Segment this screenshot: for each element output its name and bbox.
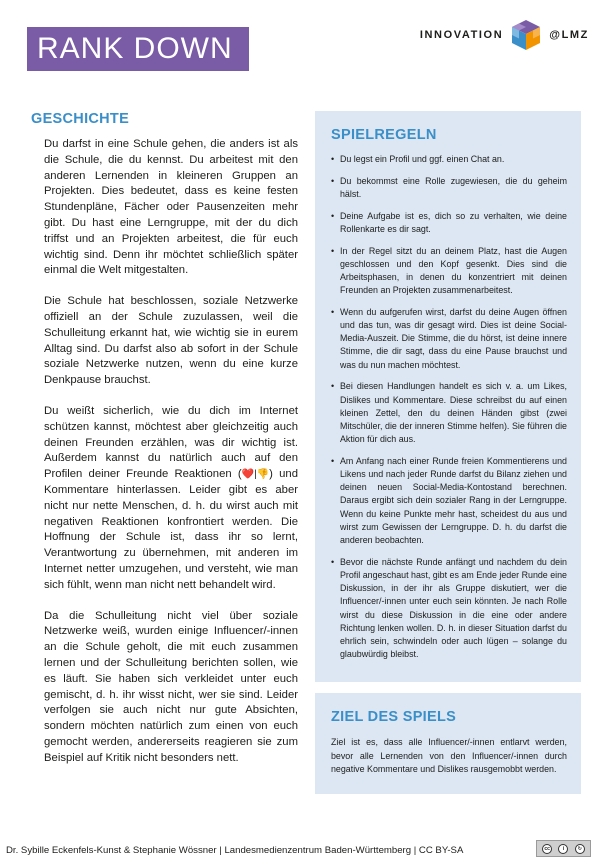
story-paragraph-3-start: Du weißt sicherlich, wie du dich im Internet schützen kannst, möchtest aber gleichzeitig auch deinen Freunden erzählen, was dir wichtig ist. Außerdem kannst du natürlich auch auf den Profilen deiner Freunde Reaktionen ( (44, 404, 298, 481)
rules-panel (315, 111, 581, 682)
story-paragraph-4: Da die Schulleitung nicht viel über soziale Netzwerke weiß, wurden einige Influencer/-innen an die Schule geholt, die mit euch zusammen lernen und der Schulleitung berichten sollen, wie es läuft. Sie haben sich verkleidet unter euch gemischt, d. h. ihr wisst nicht, wer sie sind. Leider verfolgen sie auch nicht nur gute Absichten, sondern möchten natürlich zum einen von euch gemocht werden, andererseits reagieren sie zum Beispiel auf Kritik nicht besonders nett. (44, 609, 298, 764)
rule-item: • In der Regel sitzt du an deinem Platz, hast die Augen geschlossen und den Kopf gesenkt. Dies sind die Arbeitsphasen, in denen du konzentriert mit deinen Freunden an Projekten zusammenarbeitest. (331, 245, 567, 298)
rule-item: • Bei diesen Handlungen handelt es sich v. a. um Likes, Dislikes und Kommentare. Diese schreibst du auf einen kleinen Zettel, den du deinen Händen gibst (zwei Mitschüler, die der inneren Stimme helfen). Sie führen die Aktion für dich aus. (331, 380, 567, 446)
rules-heading: SPIELREGELN (331, 127, 437, 143)
story-paragraph-3-end: ) und Kommentare hinterlassen. Leider gibt es aber nicht nur nette Menschen, d. h. du wirst auch mit negativen Reaktionen konfrontiert werden. Die Hoffnung der Schule ist, dass ihr so lernt, Verantwortung zu übernehmen, mit anderen im Internet netter umzugehen, und versteht, wie man sich fühlt, wenn man nicht nett behandelt wird. (44, 468, 298, 591)
rule-item: • Du bekommst eine Rolle zugewiesen, die du geheim hälst. (331, 175, 567, 201)
by-icon: i (558, 844, 568, 854)
story-paragraph-1: Du darfst in eine Schule gehen, die anders ist als die Schule, die du kennst. Du arbeitest mit den anderen Lernenden in kleineren Gruppen an Projekten. Dies bedeutet, dass es keine festen Stundenpläne, Fächer oder Pausenzeiten mehr gibt. Du hast eine Lerngruppe, mit der du dich triffst und an Projekten arbeitest, die für euch wichtig sind. Denn ihr möchtet schließlich später einmal die Welt mitgestalten. (44, 138, 298, 277)
rules-list (331, 153, 567, 661)
cc-icon: cc (542, 844, 552, 854)
story-paragraph-2: Die Schule hat beschlossen, soziale Netzwerke offiziell an der Schule zuzulassen, weil die Schulleitung erkannt hat, wie wichtig sie in eurem Alltag sind. Du darfst also ab sofort in der Schule soziale Netzwerke nutzen, wenn du eine kurze Denkpause brauchst. (44, 295, 298, 387)
brand-right-text: @LMZ (549, 29, 589, 41)
page-title: RANK DOWN (27, 27, 249, 71)
goal-panel (315, 693, 581, 794)
rule-item: • Am Anfang nach einer Runde freien Kommentierens und Likens und nach jeder Runde darfst du Bilanz ziehen und deinen neuen Social-Media-Kontostand berechnen. Daraus ergibt sich dein sozialer Rang in der Lerngruppe. Wenn du keine Punkte mehr hast, scheidest du aus und wirst zum Gewissen der Lerngruppe. D. h. du darfst die anderen beobachten. (331, 455, 567, 547)
footer-credits: Dr. Sybille Eckenfels-Kunst & Stephanie Wössner | Landesmedienzentrum Baden-Württemberg | CC BY-SA (6, 845, 464, 856)
brand-left-text: INNOVATION (419, 29, 504, 41)
story-section (31, 111, 298, 781)
goal-heading: ZIEL DES SPIELS (331, 709, 457, 725)
goal-text: Ziel ist es, dass alle Influencer/-innen entlarvt werden, bevor alle Lernenden von den Influencer/-innen durch negative Kommentare und Dislikes rausgemobbt werden. (331, 737, 567, 775)
story-paragraph-3 (44, 404, 298, 594)
rule-item: • Deine Aufgabe ist es, dich so zu verhalten, wie deine Rollenkarte es dir sagt. (331, 210, 567, 236)
heart-dislike-icon: ❤️|👎 (241, 469, 270, 481)
rule-item: • Bevor die nächste Runde anfängt und nachdem du dein Profil angeschaut hast, gibt es am Ende jeder Runde eine Diskussion, in der ihr als Gruppe diskutiert, wer die Influencer/-innen unter euch sein könnten. Je nach Rolle wirst du diese Diskussion in die eine oder andere Richtung lenken wollen. D. h. in dieser Situation darfst du ehrlich sein, schwindeln oder auch lügen – solange du glaubwürdig bleibst. (331, 556, 567, 662)
cc-license-badge (536, 840, 591, 857)
cube-logo-icon (509, 18, 543, 52)
story-heading: GESCHICHTE (31, 111, 130, 127)
rule-item: • Wenn du aufgerufen wirst, darfst du deine Augen öffnen und das tun, was dir gesagt wird. Dies ist deine Social-Media-Auszeit. Die Stimme, die du hörst, ist deine innere Stimme, die dir sagt, dass du eine Pause brauchst und was du nun machen möchtest. (331, 306, 567, 372)
rule-item: • Du legst ein Profil und ggf. einen Chat an. (331, 153, 567, 166)
sa-icon: ↻ (575, 844, 585, 854)
brand-logo (420, 18, 589, 52)
